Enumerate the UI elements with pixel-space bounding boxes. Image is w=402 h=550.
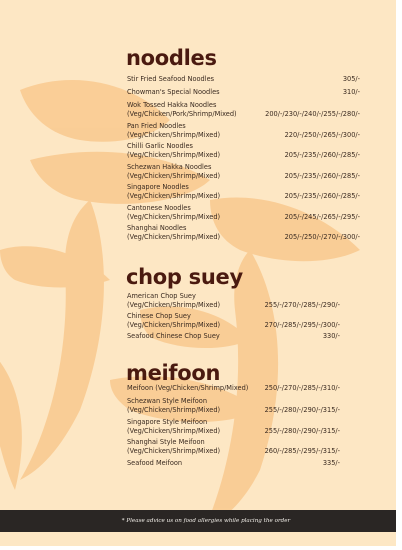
dish-price: 205/-/250/-/270/-/300/- [284,232,360,241]
dish-variants: (Veg/Chicken/Shrimp/Mixed) [127,446,221,455]
dish-name: Singapore Style Meifoon [127,418,208,426]
dish-price: 255/-/280/-/290/-/315/- [264,426,340,435]
section-title-noodles: noodles [126,46,217,70]
dish-variants: (Veg/Chicken/Shrimp/Mixed) [127,320,221,329]
dish-name: Seafood Chinese Chop Suey [127,332,220,340]
dish-price: 205/-/235/-/260/-/285/- [284,171,360,180]
dish-variants: (Veg/Chicken/Shrimp/Mixed) [127,150,221,159]
dish-price: 250/-/270/-/285/-/310/- [264,384,340,392]
menu-item [127,204,360,221]
allergy-notice: * Please advice us on food allergies while placing the order [121,518,291,524]
dish-variants: (Veg/Chicken/Shrimp/Mixed) [127,405,221,414]
dish-price: 205/-/235/-/260/-/285/- [284,150,360,159]
dish-name: Singapore Noodles [127,183,189,191]
dish-variants: (Veg/Chicken/Shrimp/Mixed) [127,212,221,221]
dish-name: Chowman's Special Noodles [127,88,220,96]
menu-item [127,224,360,241]
section-title-chop-suey: chop suey [126,265,243,289]
allergy-notice-bar [0,510,396,532]
dish-name: Shanghai Style Meifoon [127,438,205,446]
dish-variants: (Veg/Chicken/Shrimp/Mixed) [127,130,221,139]
menu-item [127,142,360,159]
menu-item [127,332,360,341]
menu-item [127,397,360,414]
dish-name: Wok Tossed Hakka Noodles [127,101,217,109]
dish-price: 310/- [342,88,360,96]
menu-item [127,163,360,180]
dish-name: Cantonese Noodles [127,204,191,212]
dish-variants: (Veg/Chicken/Shrimp/Mixed) [127,171,221,180]
dish-price: 270/-/285/-/295/-/300/- [264,320,340,329]
dish-name: Shanghai Noodles [127,224,187,232]
section-title-meifoon: meifoon [126,361,221,385]
menu-item [127,122,360,139]
dish-variants: (Veg/Chicken/Shrimp/Mixed) [127,426,221,435]
menu-item [127,418,360,435]
dish-price: 200/-/230/-/240/-/255/-/280/- [265,109,360,118]
dish-price: 305/- [342,75,360,83]
dish-price: 335/- [322,459,340,467]
dish-name: Chilli Garlic Noodles [127,142,193,150]
dish-variants: (Veg/Chicken/Pork/Shrimp/Mixed) [127,109,237,118]
dish-variants: (Veg/Chicken/Shrimp/Mixed) [127,191,221,200]
menu-item [127,384,360,393]
dish-price: 205/-/235/-/260/-/285/- [284,191,360,200]
menu-item [127,312,360,329]
menu-item [127,88,360,97]
dish-name: Meifoon (Veg/Chicken/Shrimp/Mixed) [127,384,249,392]
dish-price: 255/-/280/-/290/-/315/- [264,405,340,414]
dish-name: Schezwan Style Meifoon [127,397,208,405]
menu-item [127,101,360,118]
menu-item [127,183,360,200]
dish-variants: (Veg/Chicken/Shrimp/Mixed) [127,232,221,241]
dish-price: 220/-/250/-/265/-/300/- [284,130,360,139]
dish-price: 255/-/270/-/285/-/290/- [264,300,340,309]
menu-item [127,459,360,468]
dish-name: Stir Fried Seafood Noodles [127,75,215,83]
dish-price: 205/-/245/-/265/-/295/- [284,212,360,221]
dish-name: Schezwan Hakka Noodles [127,163,212,171]
menu-item [127,75,360,84]
dish-name: American Chop Suey [127,292,196,300]
dish-price: 260/-/285/-/295/-/315/- [264,446,340,455]
dish-name: Chinese Chop Suey [127,312,191,320]
dish-name: Pan Fried Noodles [127,122,186,130]
menu-item [127,292,360,309]
menu-item [127,438,360,455]
dish-price: 330/- [322,332,340,340]
dish-name: Seafood Meifoon [127,459,183,467]
dish-variants: (Veg/Chicken/Shrimp/Mixed) [127,300,221,309]
